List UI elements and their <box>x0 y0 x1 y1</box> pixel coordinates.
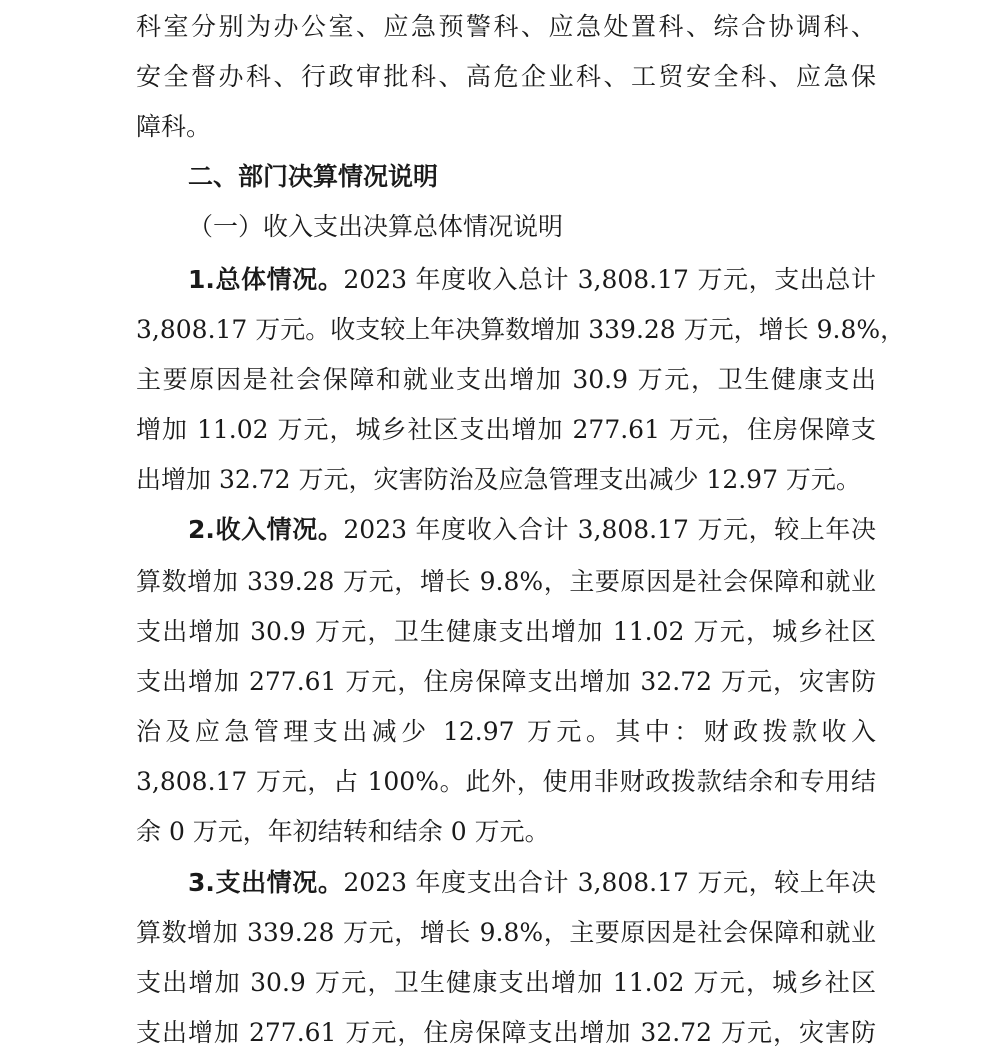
paragraph-overall-line <box>188 260 876 300</box>
paragraph-label: 3.支出情况。 <box>188 868 344 897</box>
paragraph-overall-line: 主要原因是社会保障和就业支出增加 30.9 万元，卫生健康支出 <box>136 365 876 394</box>
paragraph-expenditure-line: 算数增加 339.28 万元，增长 9.8%，主要原因是社会保障和就业 <box>136 918 876 947</box>
paragraph-label: 1.总体情况。 <box>188 265 344 294</box>
intro-line: 安全督办科、行政审批科、高危企业科、工贸安全科、应急保 <box>136 62 876 91</box>
paragraph-overall-line: 出增加 32.72 万元，灾害防治及应急管理支出减少 12.97 万元。 <box>136 465 861 494</box>
paragraph-income-line <box>188 510 876 550</box>
paragraph-expenditure-line: 支出增加 30.9 万元，卫生健康支出增加 11.02 万元，城乡社区 <box>136 968 876 997</box>
paragraph-expenditure-line <box>188 863 876 903</box>
paragraph-income-line: 余 0 万元，年初结转和结余 0 万元。 <box>136 817 550 846</box>
paragraph-income-line: 治及应急管理支出减少 12.97 万元。其中：财政拨款收入 <box>136 717 876 746</box>
paragraph-expenditure-line: 支出增加 277.61 万元，住房保障支出增加 32.72 万元，灾害防 <box>136 1018 876 1047</box>
intro-line: 科室分别为办公室、应急预警科、应急处置科、综合协调科、 <box>136 12 876 41</box>
section-heading: 二、部门决算情况说明 <box>188 162 439 191</box>
paragraph-text: 2023 年度收入总计 3,808.17 万元，支出总计 <box>343 265 876 294</box>
paragraph-income-line: 支出增加 277.61 万元，住房保障支出增加 32.72 万元，灾害防 <box>136 667 876 696</box>
paragraph-text: 2023 年度支出合计 3,808.17 万元，较上年决 <box>343 868 876 897</box>
paragraph-income-line: 支出增加 30.9 万元，卫生健康支出增加 11.02 万元，城乡社区 <box>136 617 876 646</box>
intro-line: 障科。 <box>136 112 212 141</box>
paragraph-label: 2.收入情况。 <box>188 515 344 544</box>
paragraph-text: 2023 年度收入合计 3,808.17 万元，较上年决 <box>343 515 876 544</box>
paragraph-income-line: 算数增加 339.28 万元，增长 9.8%，主要原因是社会保障和就业 <box>136 567 876 596</box>
paragraph-overall-line: 3,808.17 万元。收支较上年决算数增加 339.28 万元，增长 9.8%， <box>136 315 906 344</box>
subsection-heading: （一）收入支出决算总体情况说明 <box>188 212 564 241</box>
paragraph-overall-line: 增加 11.02 万元，城乡社区支出增加 277.61 万元，住房保障支 <box>136 415 876 444</box>
paragraph-income-line: 3,808.17 万元，占 100%。此外，使用非财政拨款结余和专用结 <box>136 767 876 796</box>
